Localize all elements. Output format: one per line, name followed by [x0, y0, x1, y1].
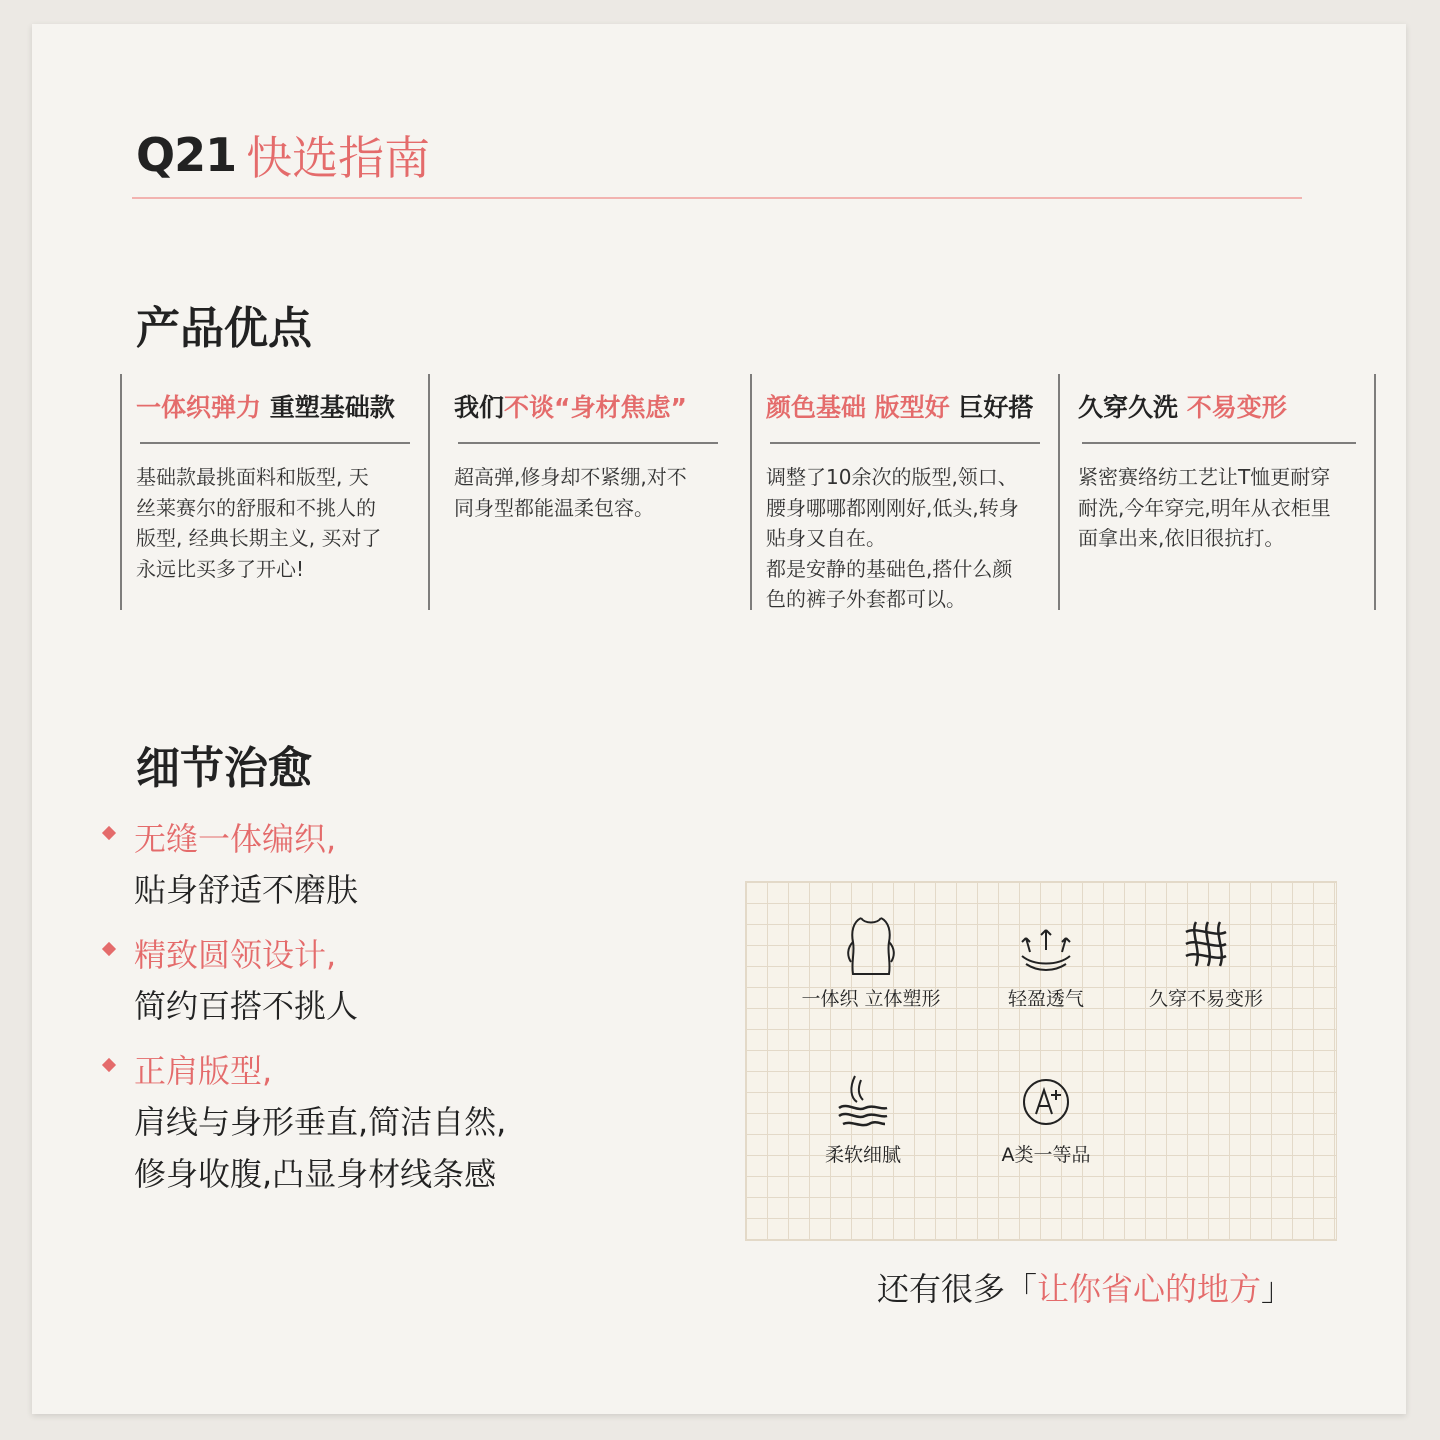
diamond-bullet-icon	[102, 826, 116, 840]
corner-bracket-open: 「	[1005, 1270, 1038, 1308]
bodice-icon	[841, 912, 901, 978]
card-body-line: 超高弹,修身却不紧绷,对不	[454, 465, 687, 489]
card-body-line: 永远比买多了开心!	[136, 556, 305, 581]
card-body-line: 丝莱赛尔的舒服和不挑人的	[136, 495, 376, 520]
feature-label: 久穿不易变形	[1148, 988, 1263, 1010]
detail-item	[104, 1046, 506, 1200]
advantage-card-2	[438, 374, 738, 610]
header-divider	[132, 197, 1302, 199]
feature-item	[1121, 912, 1291, 1011]
feature-label: 柔软细腻	[824, 1144, 901, 1166]
card-body-line: 贴身又自在。	[766, 526, 886, 550]
feather-soft-icon	[833, 1068, 893, 1134]
feature-label: A类一等品	[1001, 1144, 1091, 1166]
card-divider	[140, 442, 410, 444]
card-title-part: 我们	[454, 393, 505, 422]
card-body-line: 紧密赛络纺工艺让T恤更耐穿	[1078, 465, 1331, 489]
feature-item	[778, 1068, 948, 1167]
card-body	[766, 462, 1044, 615]
card-border-left	[120, 374, 122, 610]
detail-line: 简约百搭不挑人	[134, 987, 359, 1025]
card-divider	[458, 442, 718, 444]
card-divider	[1082, 442, 1356, 444]
details-list	[104, 814, 506, 1214]
card-body-line: 色的裤子外套都可以。	[766, 587, 966, 611]
card-title-part: 巨好搭	[958, 393, 1034, 422]
detail-line: 修身收腹,凸显身材线条感	[134, 1155, 497, 1193]
advantage-card-4	[1062, 374, 1376, 610]
card-title-part: 不易变形	[1186, 393, 1287, 422]
details-heading: 细节治愈	[136, 743, 312, 794]
advantage-card-1	[120, 374, 430, 610]
card-body	[454, 462, 722, 523]
feature-item	[961, 1068, 1131, 1167]
breathable-icon	[1016, 912, 1076, 978]
card-body-line: 都是安静的基础色,搭什么颜	[766, 556, 1013, 581]
card-body-line: 耐洗,今年穿完,明年从衣柜里	[1078, 495, 1331, 520]
diamond-bullet-icon	[102, 942, 116, 956]
card-title-part: 颜色基础 版型好	[766, 393, 959, 422]
card-title-part: 重塑基础款	[269, 393, 395, 422]
brand-logo-text: Q21	[136, 128, 237, 182]
card-title-part: 不谈“身材焦虑”	[504, 393, 687, 422]
card-body	[1078, 462, 1360, 554]
card-body-line: 同身型都能温柔包容。	[454, 495, 654, 520]
feature-label: 轻盈透气	[1007, 988, 1084, 1010]
page-header	[136, 120, 430, 190]
card-border-right	[1058, 374, 1060, 610]
advantages-heading: 产品优点	[136, 303, 312, 354]
card-border-right	[1374, 374, 1376, 610]
card-body-line: 腰身哪哪都刚刚好,低头,转身	[766, 495, 1019, 520]
card-title-part: 久穿久洗	[1078, 393, 1187, 422]
card-title	[136, 388, 395, 424]
card-title	[766, 388, 1033, 424]
feature-item	[961, 912, 1131, 1011]
footer-prefix: 还有很多	[877, 1270, 1006, 1308]
footer-tagline	[877, 1264, 1293, 1310]
detail-line: 肩线与身形垂直,简洁自然,	[134, 1103, 507, 1141]
corner-bracket-close: 」	[1261, 1270, 1294, 1308]
card-title	[1078, 388, 1287, 424]
card-body-line: 面拿出来,依旧很抗打。	[1078, 526, 1285, 550]
page-card	[32, 24, 1406, 1414]
diamond-bullet-icon	[102, 1058, 116, 1072]
detail-head: 正肩版型,	[134, 1052, 273, 1090]
features-grid-panel	[745, 881, 1337, 1241]
detail-line: 贴身舒适不磨肤	[134, 871, 359, 909]
advantage-cards	[120, 374, 1376, 614]
card-border-left	[750, 374, 752, 610]
detail-head: 精致圆领设计,	[134, 936, 337, 974]
card-body	[136, 462, 414, 584]
card-divider	[770, 442, 1040, 444]
card-title-part: 一体织弹力	[136, 393, 270, 422]
card-body-line: 调整了10余次的版型,领口、	[766, 465, 1018, 489]
detail-item	[104, 930, 506, 1032]
a-plus-badge-icon	[1016, 1068, 1076, 1134]
woven-fabric-icon	[1176, 912, 1236, 978]
detail-head: 无缝一体编织,	[134, 820, 337, 858]
page-title: 快选指南	[246, 131, 431, 185]
advantage-card-3	[750, 374, 1060, 610]
card-border-right	[428, 374, 430, 610]
card-title	[454, 388, 687, 424]
card-body-line: 基础款最挑面料和版型, 天	[136, 465, 369, 489]
footer-accent: 让你省心的地方	[1037, 1270, 1262, 1308]
card-body-line: 版型, 经典长期主义, 买对了	[136, 526, 382, 550]
detail-item	[104, 814, 506, 916]
feature-item	[786, 912, 956, 1011]
feature-label: 一体织 立体塑形	[801, 988, 941, 1010]
